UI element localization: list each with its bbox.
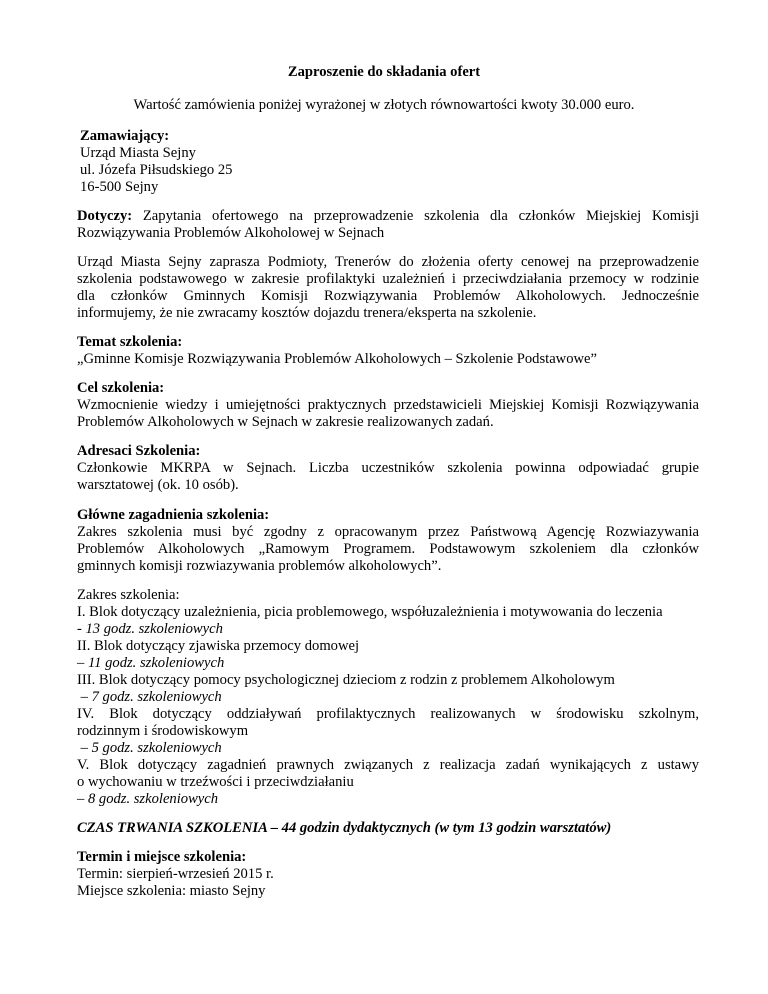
termin-date: Termin: sierpień-wrzesień 2015 r. — [77, 866, 274, 882]
intro-line: dla członków Gminnych Komisji Rozwiązywania Problemów Alkoholowych. Jednocześnie — [77, 288, 699, 304]
dotyczy-line-1 — [77, 208, 699, 226]
block-4-title-cont: rodzinnym i środowiskowym — [77, 723, 249, 739]
zagadnienia-label: Główne zagadnienia szkolenia: — [77, 507, 270, 523]
intro-line: Urząd Miasta Sejny zaprasza Podmioty, Trenerów do złożenia oferty cenowej na przeprowadzenie — [77, 254, 699, 270]
zagadnienia-line: gminnych komisji rozwiazywania problemów alkoholowych”. — [77, 558, 442, 574]
block-4-hours: – 5 godz. szkoleniowych — [77, 740, 222, 756]
zamawiajacy-label: Zamawiający: — [80, 128, 170, 144]
cel-line: Wzmocnienie wiedzy i umiejętności praktycznych przedstawicieli Miejskiej Komisji Rozwiązywania — [77, 397, 699, 413]
dotyczy-text: Zapytania ofertowego na przeprowadzenie szkolenia dla członków Miejskiej Komisji — [142, 208, 699, 224]
zakres-label: Zakres szkolenia: — [77, 587, 180, 603]
intro-line: szkolenia podstawowego w zakresie profilaktyki uzależnień i przeciwdziałania przemocy w rodzinie — [77, 271, 699, 287]
block-3-hours: – 7 godz. szkoleniowych — [77, 689, 222, 705]
zamawiajacy-city: 16-500 Sejny — [80, 179, 159, 195]
document-title: Zaproszenie do składania ofert — [287, 64, 481, 80]
dotyczy-label: Dotyczy: — [77, 208, 133, 224]
zagadnienia-line: Problemów Alkoholowych „Ramowym Programem. Podstawowym szkoleniem dla członków — [77, 541, 699, 557]
zamawiajacy-street: ul. Józefa Piłsudskiego 25 — [80, 162, 233, 178]
document-subtitle: Wartość zamówienia poniżej wyrażonej w złotych równowartości kwoty 30.000 euro. — [133, 97, 635, 113]
block-5-title: V. Blok dotyczący zagadnień prawnych związanych z realizacja zadań wynikających z ustawy — [77, 757, 699, 773]
block-1-title: I. Blok dotyczący uzależnienia, picia problemowego, współuzależnienia i motywowania do leczenia — [77, 604, 663, 620]
block-3-title: III. Blok dotyczący pomocy psychologicznej dzieciom z rodzin z problemem Alkoholowym — [77, 672, 615, 688]
block-1-hours: - 13 godz. szkoleniowych — [77, 621, 223, 637]
zamawiajacy-name: Urząd Miasta Sejny — [80, 145, 196, 161]
termin-label: Termin i miejsce szkolenia: — [77, 849, 247, 865]
cel-line: Problemów Alkoholowych w Sejnach w zakresie realizowanych zadań. — [77, 414, 494, 430]
cel-label: Cel szkolenia: — [77, 380, 165, 396]
block-2-title: II. Blok dotyczący zjawiska przemocy domowej — [77, 638, 360, 654]
temat-text: „Gminne Komisje Rozwiązywania Problemów Alkoholowych – Szkolenie Podstawowe” — [77, 351, 598, 367]
zagadnienia-line: Zakres szkolenia musi być zgodny z opracowanym przez Państwową Agencję Rozwiazywania — [77, 524, 699, 540]
block-5-hours: – 8 godz. szkoleniowych — [77, 791, 219, 807]
termin-place: Miejsce szkolenia: miasto Sejny — [77, 883, 266, 899]
adresaci-label: Adresaci Szkolenia: — [77, 443, 201, 459]
temat-label: Temat szkolenia: — [77, 334, 183, 350]
adresaci-line: Członkowie MKRPA w Sejnach. Liczba uczestników szkolenia powinna odpowiadać grupie — [77, 460, 699, 476]
intro-line: informujemy, że nie zwracamy kosztów dojazdu trenera/eksperta na szkolenie. — [77, 305, 537, 321]
block-2-hours: – 11 godz. szkoleniowych — [77, 655, 225, 671]
czas-trwania: CZAS TRWANIA SZKOLENIA – 44 godzin dydaktycznych (w tym 13 godzin warsztatów) — [77, 820, 612, 836]
block-5-title-cont: o wychowaniu w trzeźwości i przeciwdziałaniu — [77, 774, 354, 790]
dotyczy-line-2: Rozwiązywania Problemów Alkoholowej w Sejnach — [77, 225, 385, 241]
adresaci-line: warsztatowej (ok. 10 osób). — [77, 477, 239, 493]
block-4-title: IV. Blok dotyczący oddziaływań profilaktycznych realizowanych w środowisku szkolnym, — [77, 706, 699, 722]
